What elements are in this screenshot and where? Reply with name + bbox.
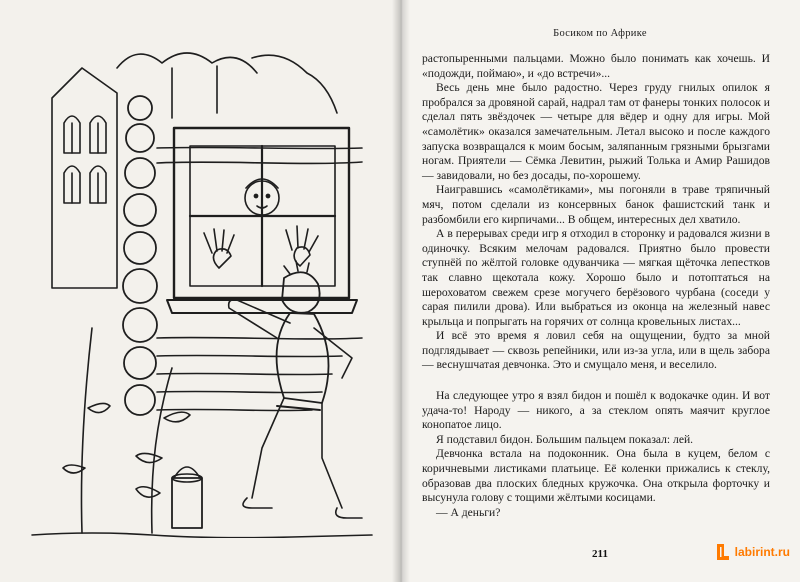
paragraph: И всё это время я ловил себя на ощущении, будто за мной подглядывает — сквозь репейники, или из-за угла, или в щель забора — веснушчатая девчонка. Это и смущало меня, и веселило. <box>422 329 770 372</box>
paragraph: — А деньги? <box>436 505 501 519</box>
watermark-text: labirint.ru <box>734 545 790 559</box>
labirint-logo-icon <box>715 543 731 561</box>
book-gutter <box>392 0 410 582</box>
paragraph: Наигравшись «самолётиками», мы погоняли в траве тряпичный мяч, потом сделали из консервных банок фашистский танк и разбомбили его кирпичами... В общем, интересных дел хватило. <box>422 183 770 226</box>
paragraph: Весь день мне было радостно. Через груду гнилых опилок я пробрался за дровяной сарай, надрал там от фанеры тонких полосок и сделал пять звёздочек — четыре для вёдер и одну для игры. Мой «самолётик» оказался замечательным. Летал высоко и после каждого запуска возвращался к моим босым, заляпанным грязными брызгами ногам. Приятели — Сёмка Левитин, рыжий Толька и Амир Рашидов — завидовали, но без досады, по-хорошему. <box>422 81 770 182</box>
paragraph: растопыренными пальцами. Можно было понимать как хочешь. И «подожди, поймаю», и «до встречи»... <box>422 52 770 80</box>
paragraph: На следующее утро я взял бидон и пошёл к водокачке один. И вот удача-то! Народу — никого, а за стеклом опять маячит круглое конопатое лицо. <box>422 389 770 432</box>
watermark <box>715 543 790 561</box>
boy-at-window-illustration <box>22 38 377 538</box>
body-text <box>422 52 770 520</box>
right-page <box>400 0 800 582</box>
paragraph: Я подставил бидон. Большим пальцем показал: лей. <box>436 432 694 446</box>
page-number: 211 <box>592 548 608 560</box>
running-head: Босиком по Африке <box>553 28 647 39</box>
paragraph: Девчонка встала на подоконник. Она была в куцем, белом с коричневыми листиками платьице. Её коленки прижались к стеклу, образовав два плоских бледных кружочка. Она открыла форточку и высунула голову с тощими жёлтыми косицами. <box>422 447 770 505</box>
paragraph: А в перерывах среди игр я отходил в сторонку и радовался жизни в одиночку. Всяким мелочам радовался. Приятно было провести ступнёй по жёлтой головке одуванчика — мягкая щёточка лепестков так славно щекотала кожу. Хорошо было и потоптаться на шероховатом свежем срезе могучего берёзового чурбана (соседи у сарая пилили дрова). Или выбраться из оконца на железный навес крыльца и попрыгать на горячих от солнца кровельных листах... <box>422 227 770 328</box>
